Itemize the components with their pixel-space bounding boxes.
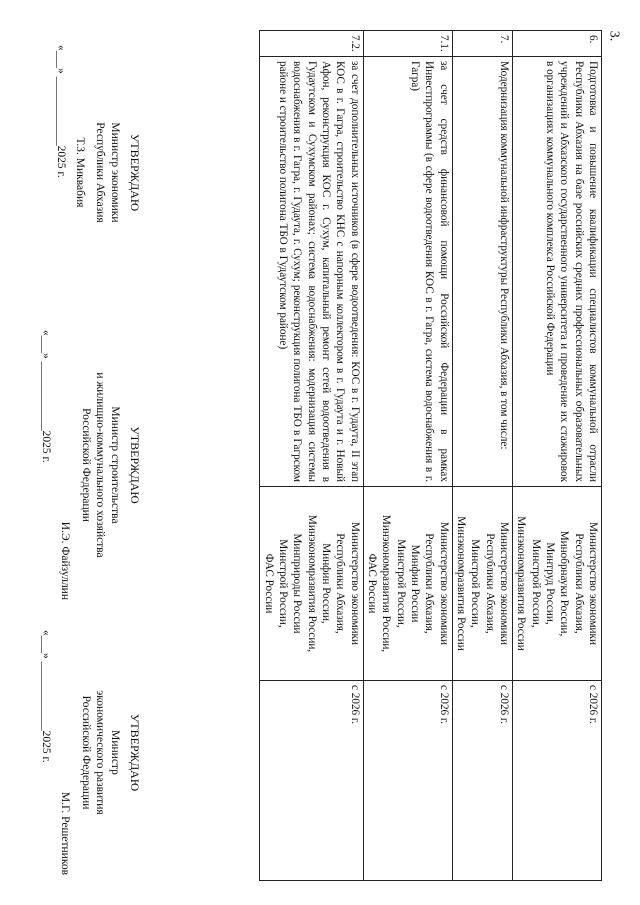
- row-number: 7.2.: [260, 31, 363, 57]
- executor-line: Минстрой России,: [529, 539, 542, 628]
- row-number: 7.1.: [363, 31, 452, 57]
- executor-line: Минэкономразвития России: [515, 516, 528, 651]
- row-number: 6.: [513, 31, 602, 57]
- measure-description: за счет средств финансовой помощи Российской Федерации в рамках Инвестпрограммы (в сфере водоотведения КОС в г. Гагра, система водоснабжения в г. Гагра): [363, 57, 452, 487]
- executor-line: Минприроды России: [291, 533, 304, 634]
- executor-line: Республики Абхазия,: [423, 533, 436, 634]
- approval-date-line: «___» ____________2025 г.: [39, 630, 52, 763]
- executor-line: Минтруд России,: [544, 542, 557, 625]
- executor-line: ФАС России: [262, 553, 275, 614]
- executor-line: Минэкономразвития России,: [380, 514, 393, 653]
- approval-position: Министр строительства и жилищно-коммунального хозяйства Российской Федерации: [79, 372, 122, 558]
- executor-line: Министерство экономики: [437, 522, 450, 645]
- executor-line: Минфин России: [409, 544, 422, 623]
- measure-description: Подготовка и повышение квалификации специалистов коммунальной отрасли Республики Абхазия на базе российских средних профессиональных образовательных учреждений и Абхазского государственного университета и проведение их стажировок в организациях коммунального комплекса Российской Федерации: [513, 57, 602, 487]
- deadline: с 2026 г.: [513, 681, 602, 881]
- executor-line: Минэкономразвития России: [455, 516, 468, 651]
- deadline: с 2026 г.: [363, 681, 452, 881]
- approval-heading: УТВЕРЖДАЮ: [128, 133, 142, 212]
- executor-line: Минобрнауки России,: [558, 530, 571, 637]
- table-row: [260, 31, 363, 881]
- measure-description: за счет дополнительных источников (в сфере водоотведения: КОС в г. Гудаута, II этап КОС в г. Гагра, строительство КНС с напорным коллектором в г. Гудаута и г. Новый Афон, реконструкция КОС г. Сухум, капитальный ремонт сетей водоотведения в Гудаутском и Сухумском районах; система водоснабжения: модернизация системы водоснабжения в г. Гагра, г. Гудаута, г. Сухум; реконструкция полигона ТБО в Гагрском районе и строительство полигона ТБО в Гудаутском районе): [260, 57, 363, 487]
- responsible-executors: [260, 487, 363, 681]
- executor-line: Минфин России,: [320, 543, 333, 624]
- executor-line: Республики Абхазия,: [572, 533, 585, 634]
- responsible-executors: [513, 487, 602, 681]
- approval-heading: УТВЕРЖДАЮ: [128, 426, 142, 504]
- executor-line: Министерство экономики: [498, 522, 511, 645]
- deadline: с 2026 г.: [260, 681, 363, 881]
- rotated-landscape-page: [12, 20, 612, 880]
- approval-signatory: Т.З. Миквабия: [73, 137, 86, 208]
- approval-signatory: М.Г. Решетников: [58, 791, 71, 875]
- executor-line: Минстрой России,: [394, 539, 407, 628]
- approval-heading: УТВЕРЖДАЮ: [128, 713, 142, 792]
- approval-position: Министр экономики Республики Абхазия: [94, 122, 122, 223]
- table-row: [363, 31, 452, 881]
- page-number: 3.: [605, 30, 621, 42]
- executor-line: Министерство экономики: [348, 522, 361, 645]
- executor-line: Минстрой России,: [469, 539, 482, 628]
- table-row: [513, 31, 602, 881]
- responsible-executors: [452, 487, 512, 681]
- executor-line: Минэкономразвития России,: [305, 514, 318, 653]
- deadline: с 2026 г.: [452, 681, 512, 881]
- executor-line: Республики Абхазия,: [483, 533, 496, 634]
- approval-date-line: «___» ____________2025 г.: [54, 45, 67, 178]
- approval-blocks: [17, 30, 142, 880]
- approval-block-minstroy: [38, 330, 142, 600]
- executor-line: Министерство экономики: [587, 522, 599, 645]
- approval-position: Министр экономического развития Российской Федерации: [79, 690, 122, 815]
- table-row: [452, 31, 512, 881]
- measures-table: [259, 30, 602, 881]
- approval-date-line: «___» ____________2025 г.: [39, 330, 52, 463]
- executor-line: Минстрой России,: [277, 539, 290, 628]
- approval-block-abkhazia-economy: [53, 45, 142, 300]
- row-number: 7.: [452, 31, 512, 57]
- executor-line: Республики Абхазия,: [334, 533, 347, 634]
- approval-signatory: И.Э. Файзуллин: [58, 521, 71, 600]
- executor-line: ФАС России: [366, 553, 379, 614]
- approval-block-mineconomy: [38, 630, 142, 875]
- responsible-executors: [363, 487, 452, 681]
- measure-description: Модернизация коммунальной инфраструктуры Республики Абхазия, в том числе:: [452, 57, 512, 487]
